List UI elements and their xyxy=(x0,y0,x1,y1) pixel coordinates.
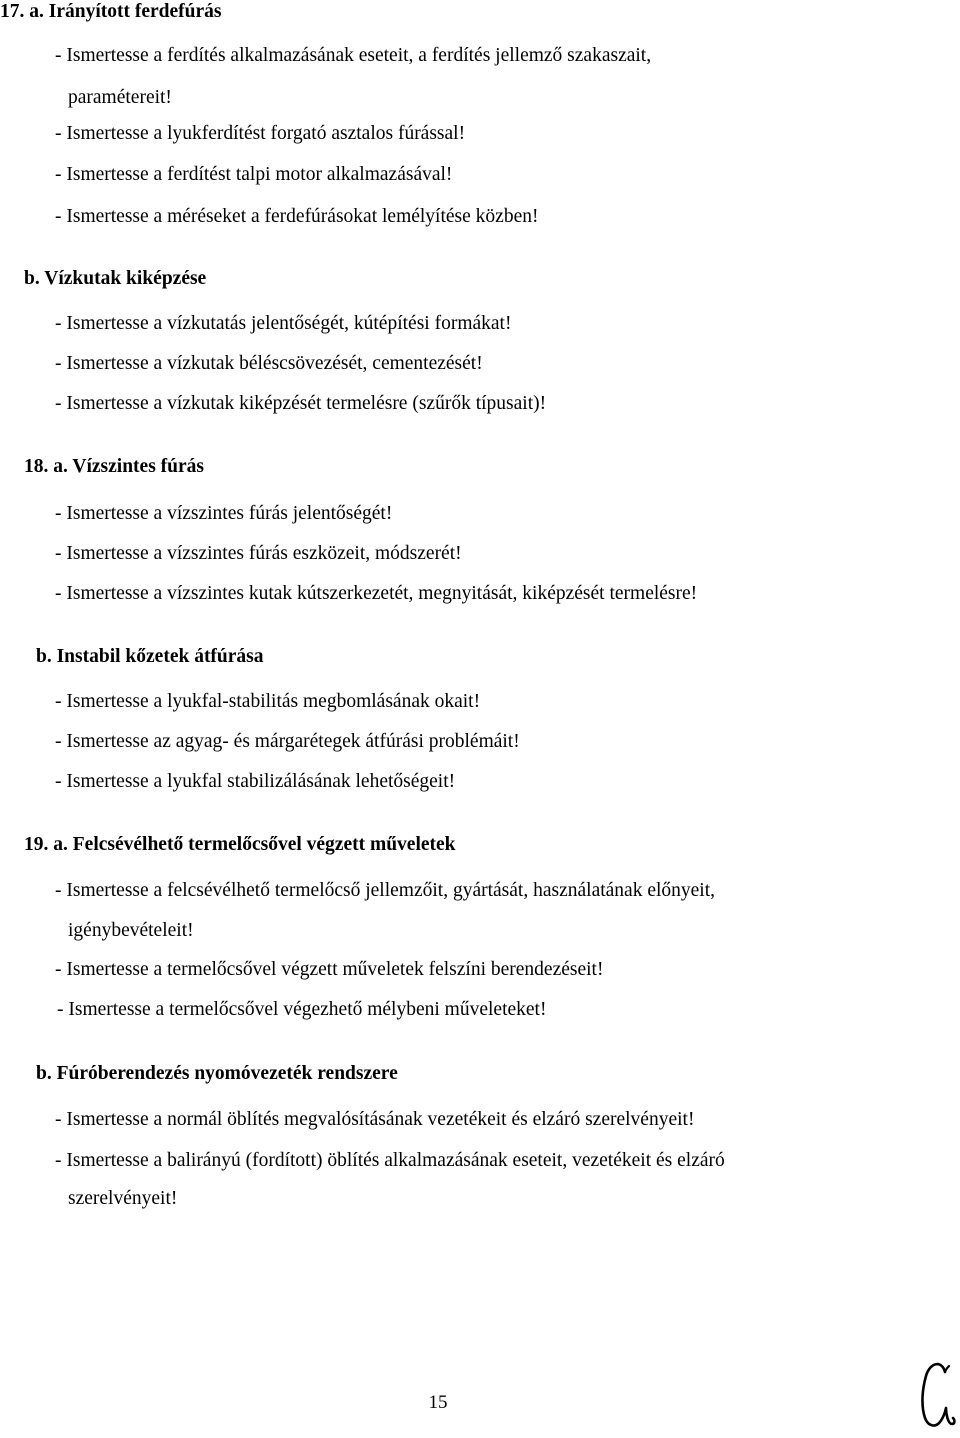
item-18b-2: - Ismertesse az agyag- és márgarétegek átfúrási problémáit! xyxy=(55,731,520,752)
heading-17a: 17. a. Irányított ferdefúrás xyxy=(0,1,222,22)
item-17a-1-cont: paramétereit! xyxy=(68,87,172,108)
item-19a-1-cont: igénybevételeit! xyxy=(68,920,194,941)
page-number: 15 xyxy=(428,1392,448,1413)
signature-mark xyxy=(918,1358,958,1430)
heading-19a: 19. a. Felcsévélhető termelőcsővel végzett műveletek xyxy=(24,834,456,855)
heading-18b: b. Instabil kőzetek átfúrása xyxy=(36,646,264,667)
item-19b-2: - Ismertesse a balirányú (fordított) öblítés alkalmazásának eseteit, vezetékeit és elzáró xyxy=(55,1150,725,1171)
item-17b-2: - Ismertesse a vízkutak béléscsövezését, cementezését! xyxy=(55,353,483,374)
item-17a-1: - Ismertesse a ferdítés alkalmazásának eseteit, a ferdítés jellemző szakaszait, xyxy=(55,45,652,66)
item-18a-1: - Ismertesse a vízszintes fúrás jelentőségét! xyxy=(55,503,393,524)
item-19b-2-cont: szerelvényeit! xyxy=(68,1188,178,1209)
item-18b-3: - Ismertesse a lyukfal stabilizálásának lehetőségeit! xyxy=(55,771,456,792)
handwritten-initial-signature xyxy=(918,1358,958,1435)
heading-19b: b. Fúróberendezés nyomóvezeték rendszere xyxy=(36,1063,398,1084)
item-19a-3: - Ismertesse a termelőcsővel végezhető mélybeni műveleteket! xyxy=(57,999,547,1020)
item-17b-1: - Ismertesse a vízkutatás jelentőségét, kútépítési formákat! xyxy=(55,313,512,334)
heading-17b: b. Vízkutak kiképzése xyxy=(24,268,207,289)
item-17a-4: - Ismertesse a méréseket a ferdefúrásokat lemélyítése közben! xyxy=(55,206,539,227)
item-17a-3: - Ismertesse a ferdítést talpi motor alkalmazásával! xyxy=(55,164,453,185)
item-18b-1: - Ismertesse a lyukfal-stabilitás megbomlásának okait! xyxy=(55,691,481,712)
item-19a-2: - Ismertesse a termelőcsővel végzett műveletek felszíni berendezéseit! xyxy=(55,959,604,980)
item-19a-1: - Ismertesse a felcsévélhető termelőcső jellemzőit, gyártását, használatának előnyeit, xyxy=(55,880,716,901)
item-19b-1: - Ismertesse a normál öblítés megvalósításának vezetékeit és elzáró szerelvényeit! xyxy=(55,1109,695,1130)
item-18a-3: - Ismertesse a vízszintes kutak kútszerkezetét, megnyitását, kiképzését termelésre! xyxy=(55,583,698,604)
item-17b-3: - Ismertesse a vízkutak kiképzését termelésre (szűrők típusait)! xyxy=(55,393,547,414)
item-18a-2: - Ismertesse a vízszintes fúrás eszközeit, módszerét! xyxy=(55,543,462,564)
heading-18a: 18. a. Vízszintes fúrás xyxy=(24,456,205,477)
item-17a-2: - Ismertesse a lyukferdítést forgató asztalos fúrással! xyxy=(55,123,466,144)
